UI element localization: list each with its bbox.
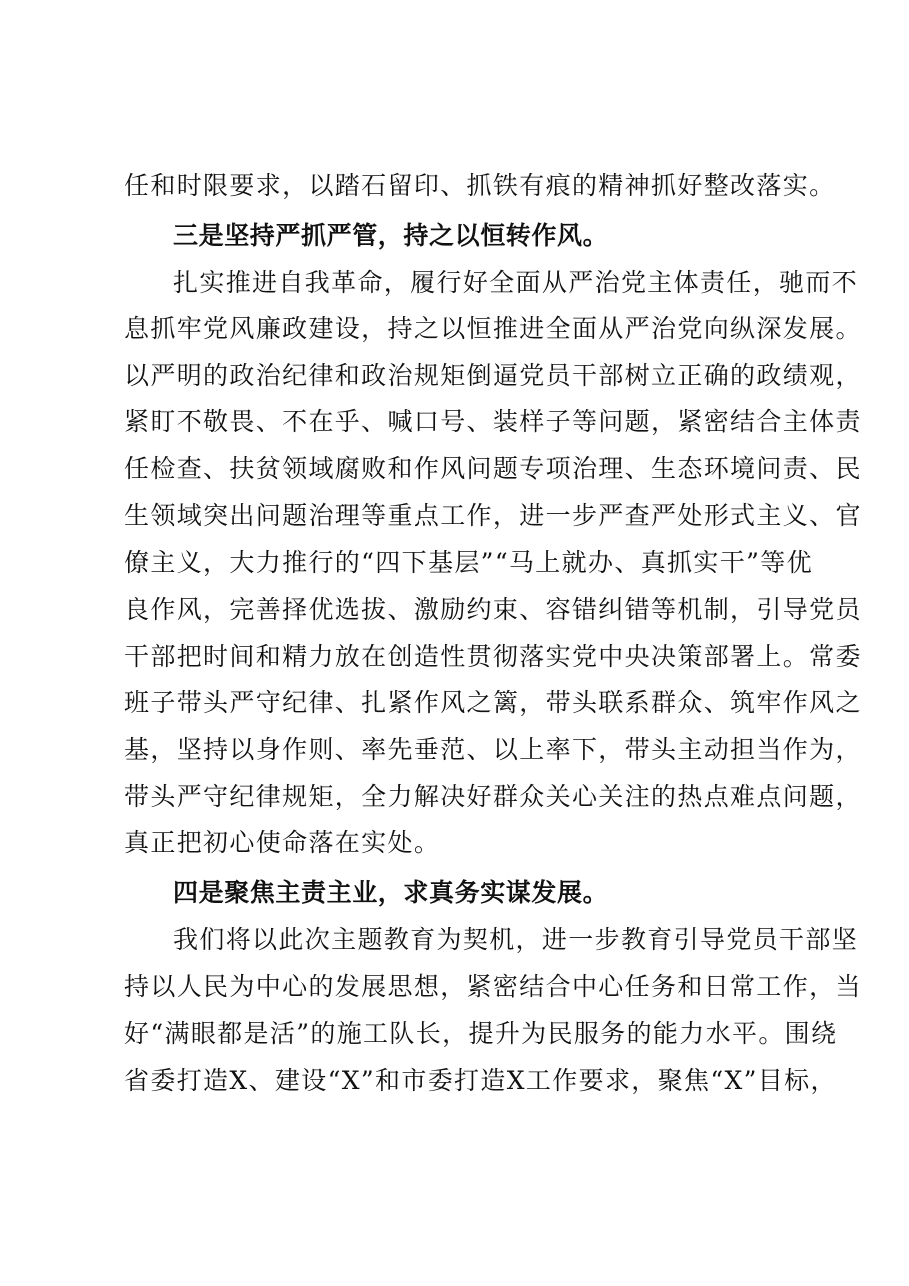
body-text-line: 僚主义，大力推行的“四下基层”“马上就办、真抓实干”等优 [124, 548, 813, 577]
section-heading-three: 三是坚持严抓严管，持之以恒转作风。 [173, 221, 609, 250]
body-text-line: 紧盯不敬畏、不在乎、喊口号、装样子等问题，紧密结合主体责 [124, 407, 862, 436]
body-text-line: 良作风，完善择优选拔、激励约束、容错纠错等机制，引导党员 [124, 595, 862, 624]
body-text-line: 生领域突出问题治理等重点工作，进一步严查严处形式主义、官 [124, 501, 862, 530]
body-text-line: 干部把时间和精力放在创造性贯彻落实党中央决策部署上。常委 [124, 642, 862, 671]
paragraph-first-line: 扎实推进自我革命，履行好全面从严治党主体责任，驰而不 [173, 268, 859, 297]
paragraph-first-line: 我们将以此次主题教育为契机，进一步教育引导党员干部坚 [173, 925, 859, 954]
body-text-line: 带头严守纪律规矩，全力解决好群众关心关注的热点难点问题， [124, 782, 862, 811]
section-heading-four: 四是聚焦主责主业，求真务实谋发展。 [173, 878, 609, 907]
body-text-line: 以严明的政治纪律和政治规矩倒逼党员干部树立正确的政绩观， [124, 361, 862, 390]
body-text-line: 省委打造X、建设“X”和市委打造X工作要求，聚焦“X”目标， [124, 1066, 837, 1095]
body-text-line: 息抓牢党风廉政建设，持之以恒推进全面从严治党向纵深发展。 [124, 314, 862, 343]
body-text-line: 任和时限要求，以踏石留印、抓铁有痕的精神抓好整改落实。 [124, 171, 836, 200]
body-text-line: 任检查、扶贫领域腐败和作风问题专项治理、生态环境问责、民 [124, 454, 862, 483]
body-text-line: 好“满眼都是活”的施工队长，提升为民服务的能力水平。围绕 [124, 1019, 838, 1048]
body-text-line: 基，坚持以身作则、率先垂范、以上率下，带头主动担当作为， [124, 735, 862, 764]
body-text-line: 持以人民为中心的发展思想，紧密结合中心任务和日常工作，当 [124, 972, 862, 1001]
body-text-line: 真正把初心使命落在实处。 [124, 828, 441, 857]
body-text-line: 班子带头严守纪律、扎紧作风之篱，带头联系群众、筑牢作风之 [124, 688, 862, 717]
